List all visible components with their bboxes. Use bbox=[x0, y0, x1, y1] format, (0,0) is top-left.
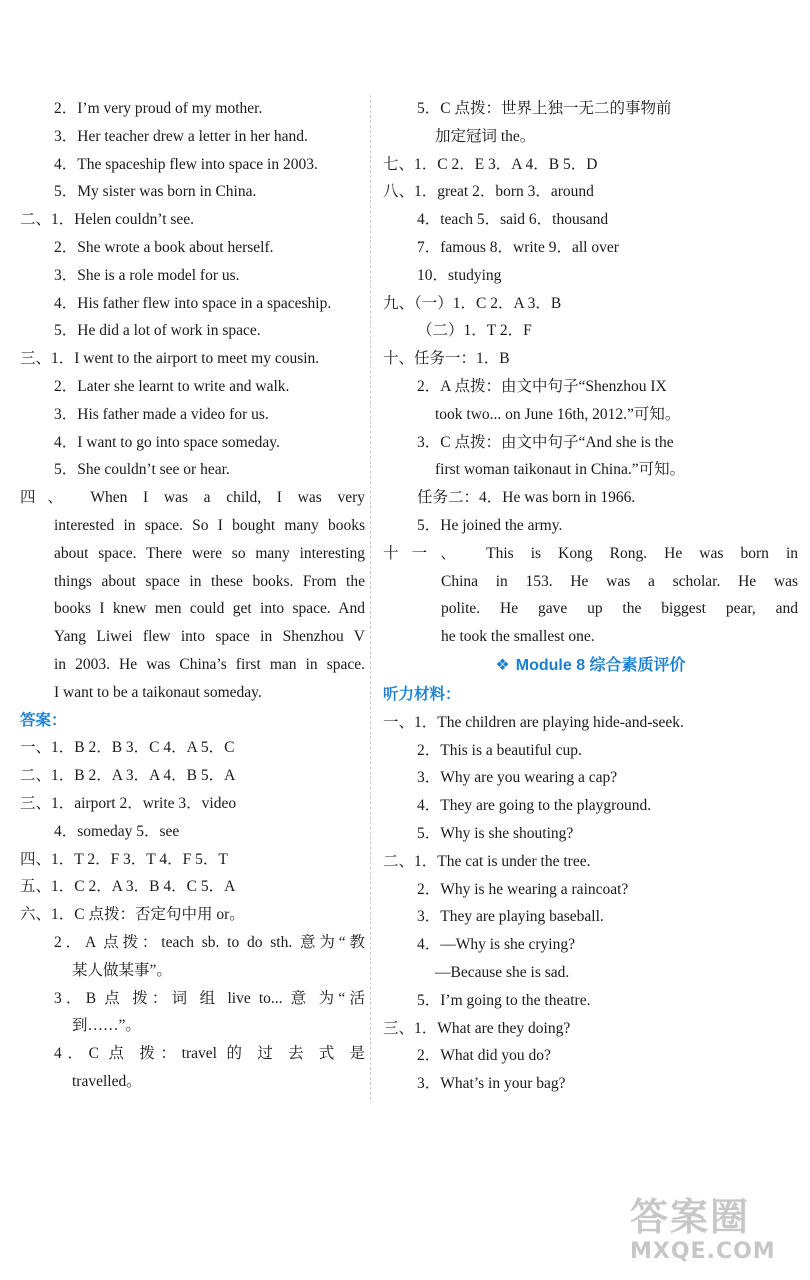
text-line: in 2003. He was China’s first man in space. bbox=[54, 655, 365, 673]
text-line: 5．My sister was born in China. bbox=[54, 183, 257, 201]
text-line: 六、1．C 点拨：否定句中用 or。 bbox=[20, 906, 245, 924]
text-line: 5．She couldn’t see or hear. bbox=[54, 461, 230, 479]
text-line: interested in space. So I bought many books bbox=[54, 516, 365, 534]
text-line: he took the smallest one. bbox=[441, 628, 595, 646]
text-line: 2．What did you do? bbox=[417, 1047, 551, 1065]
text-line: 某人做某事”。 bbox=[72, 961, 172, 979]
right-column bbox=[383, 95, 798, 1098]
text-line: 一、1．B 2．B 3．C 4．A 5．C bbox=[20, 739, 235, 757]
text-line: China in 153. He was a scholar. He was bbox=[441, 572, 798, 590]
text-line: 2．I’m very proud of my mother. bbox=[54, 100, 263, 117]
text-line: 5．C 点拨：世界上独一无二的事物前 bbox=[417, 100, 672, 117]
text-line: 4．teach 5．said 6．thousand bbox=[417, 211, 609, 229]
text-line: 4．someday 5．see bbox=[54, 822, 180, 840]
text-line: 二、1．Helen couldn’t see. bbox=[20, 211, 195, 229]
module-title: ❖ Module 8 综合素质评价 bbox=[495, 656, 686, 674]
text-line: 3．Her teacher drew a letter in her hand. bbox=[54, 127, 308, 145]
text-line: 三、1．I went to the airport to meet my cousin. bbox=[20, 350, 320, 368]
text-line: polite. He gave up the biggest pear, and bbox=[441, 600, 798, 618]
text-line: about space. There were so many interesting bbox=[54, 544, 365, 562]
text-line: 4．They are going to the playground. bbox=[417, 797, 652, 815]
text-line: 4．C 点 拨：travel 的 过 去 式 是 bbox=[54, 1045, 365, 1063]
text-line: 10．studying bbox=[417, 266, 502, 284]
text-line: 2．She wrote a book about herself. bbox=[54, 238, 274, 256]
text-line: 2．This is a beautiful cup. bbox=[417, 741, 582, 759]
text-line: 3．C 点拨：由文中句子“And she is the bbox=[417, 433, 674, 451]
text-line: —Because she is sad. bbox=[435, 963, 570, 981]
section-heading: 答案： bbox=[20, 711, 67, 729]
text-line: 3．What’s in your bag? bbox=[417, 1075, 566, 1093]
text-line: 4．I want to go into space someday. bbox=[54, 433, 280, 451]
text-line: 一、1．The children are playing hide-and-seek. bbox=[383, 713, 684, 731]
text-line: 四、 When I was a child, I was very bbox=[20, 489, 365, 507]
text-line: 二、1．The cat is under the tree. bbox=[383, 852, 591, 870]
text-line: I want to be a taikonaut someday. bbox=[54, 683, 262, 701]
text-line: 九、（一）1．C 2．A 3．B bbox=[383, 294, 562, 312]
text-line: 5．He did a lot of work in space. bbox=[54, 322, 261, 340]
text-line: 加定冠词 the。 bbox=[435, 127, 536, 145]
text-line: 三、1．airport 2．write 3．video bbox=[20, 794, 237, 812]
text-line: first woman taikonaut in China.”可知。 bbox=[435, 461, 686, 479]
text-line: 七、1．C 2．E 3．A 4．B 5．D bbox=[383, 155, 598, 173]
text-line: （二）1．T 2．F bbox=[417, 322, 532, 340]
section-heading: 听力材料： bbox=[383, 685, 461, 703]
column-divider bbox=[370, 95, 371, 1100]
text-line: 到……”。 bbox=[72, 1017, 141, 1035]
text-line: 3．She is a role model for us. bbox=[54, 266, 240, 284]
text-line: 2．Later she learnt to write and walk. bbox=[54, 377, 290, 395]
text-line: 3．His father made a video for us. bbox=[54, 405, 269, 423]
watermark-logo: 答案圈 MXQE.COM bbox=[630, 1195, 776, 1264]
text-line: travelled。 bbox=[72, 1072, 142, 1090]
text-line: 3．They are playing baseball. bbox=[417, 908, 604, 926]
text-line: 5．I’m going to the theatre. bbox=[417, 991, 591, 1009]
text-line: 4．His father flew into space in a spaceship. bbox=[54, 294, 332, 312]
text-line: 五、1．C 2．A 3．B 4．C 5．A bbox=[20, 878, 236, 896]
text-line: 3．B 点 拨：词 组 live to... 意 为“活 bbox=[54, 989, 365, 1007]
text-line: 2．A 点拨：teach sb. to do sth. 意为“教 bbox=[54, 933, 365, 951]
text-line: things about space in these books. From the bbox=[54, 572, 365, 590]
text-line: 八、1．great 2．born 3．around bbox=[383, 183, 594, 201]
text-line: 二、1．B 2．A 3．A 4．B 5．A bbox=[20, 767, 236, 785]
text-line: took two... on June 16th, 2012.”可知。 bbox=[435, 405, 681, 423]
paw-icon: ❖ bbox=[495, 656, 510, 674]
text-line: 2．A 点拨：由文中句子“Shenzhou IX bbox=[417, 377, 667, 395]
text-line: 5．Why is she shouting? bbox=[417, 824, 574, 842]
text-line: 3．Why are you wearing a cap? bbox=[417, 769, 618, 787]
text-line: 2．Why is he wearing a raincoat? bbox=[417, 880, 629, 898]
text-line: 5．He joined the army. bbox=[417, 516, 563, 534]
text-line: 7．famous 8．write 9．all over bbox=[417, 238, 619, 256]
text-line: 任务二：4．He was born in 1966. bbox=[417, 489, 636, 507]
text-line: books I knew men could get into space. And bbox=[54, 600, 365, 618]
left-column bbox=[20, 95, 365, 1096]
text-line: Yang Liwei flew into space in Shenzhou V bbox=[54, 628, 365, 646]
text-line: 三、1．What are they doing? bbox=[383, 1019, 571, 1037]
text-line: 十一、 This is Kong Rong. He was born in bbox=[383, 544, 798, 562]
text-line: 4．The spaceship flew into space in 2003. bbox=[54, 155, 318, 173]
text-line: 四、1．T 2．F 3．T 4．F 5．T bbox=[20, 850, 228, 868]
text-line: 4．—Why is she crying? bbox=[417, 936, 575, 954]
text-line: 十、任务一：1．B bbox=[383, 350, 510, 368]
